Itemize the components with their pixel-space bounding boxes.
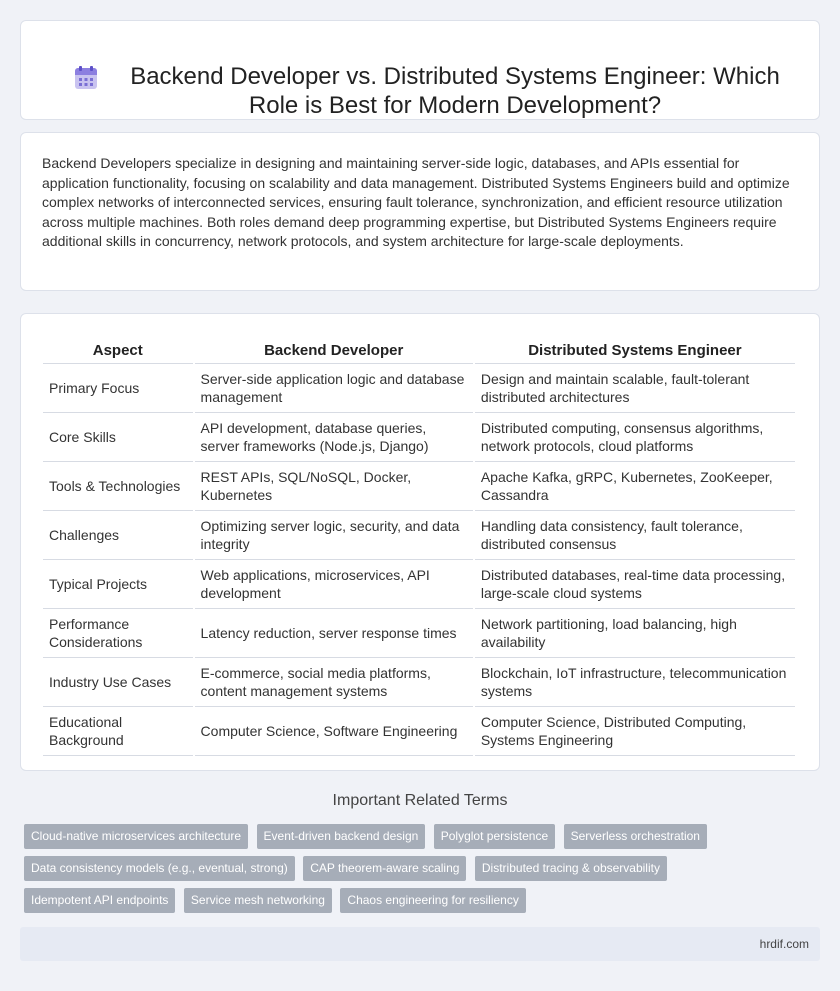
aspect-cell: Educational Background [43,707,193,756]
distributed-cell: Distributed databases, real-time data processing, large-scale cloud systems [475,560,795,609]
aspect-cell: Typical Projects [43,560,193,609]
table-header-row [43,334,795,364]
table-row [43,609,795,658]
related-terms-list [24,824,724,920]
related-term-tag[interactable]: Idempotent API endpoints [24,888,175,913]
aspect-cell: Primary Focus [43,364,193,413]
backend-cell: Latency reduction, server response times [195,609,473,658]
page-title: Backend Developer vs. Distributed Systems Engineer: Which Role is Best for Modern Development? [130,63,780,119]
backend-cell: Computer Science, Software Engineering [195,707,473,756]
distributed-cell: Network partitioning, load balancing, high availability [475,609,795,658]
distributed-cell: Distributed computing, consensus algorithms, network protocols, cloud platforms [475,413,795,462]
backend-cell: Web applications, microservices, API development [195,560,473,609]
column-header: Distributed Systems Engineer [475,334,795,364]
related-term-tag[interactable]: Service mesh networking [184,888,332,913]
distributed-cell: Design and maintain scalable, fault-tolerant distributed architectures [475,364,795,413]
aspect-cell: Challenges [43,511,193,560]
aspect-cell: Industry Use Cases [43,658,193,707]
related-term-tag[interactable]: Distributed tracing & observability [475,856,667,881]
backend-cell: Optimizing server logic, security, and data integrity [195,511,473,560]
comparison-card [20,313,820,771]
distributed-cell: Apache Kafka, gRPC, Kubernetes, ZooKeeper, Cassandra [475,462,795,511]
backend-cell: Server-side application logic and database management [195,364,473,413]
table-row [43,707,795,756]
column-header: Backend Developer [195,334,473,364]
backend-cell: API development, database queries, server frameworks (Node.js, Django) [195,413,473,462]
related-term-tag[interactable]: Chaos engineering for resiliency [340,888,525,913]
table-row [43,364,795,413]
table-row [43,413,795,462]
intro-card [20,132,820,291]
aspect-cell: Tools & Technologies [43,462,193,511]
aspect-cell: Performance Considerations [43,609,193,658]
column-header: Aspect [43,334,193,364]
related-term-tag[interactable]: Event-driven backend design [257,824,426,849]
table-row [43,511,795,560]
table-row [43,462,795,511]
related-terms-heading: Important Related Terms [332,792,508,809]
aspect-cell: Core Skills [43,413,193,462]
related-term-tag[interactable]: CAP theorem-aware scaling [303,856,466,881]
calendar-icon [73,65,99,91]
footer-site-link[interactable]: hrdif.com [759,937,809,951]
distributed-cell: Blockchain, IoT infrastructure, telecommunication systems [475,658,795,707]
footer-bar [20,927,820,961]
related-term-tag[interactable]: Polyglot persistence [434,824,555,849]
related-term-tag[interactable]: Serverless orchestration [564,824,707,849]
distributed-cell: Handling data consistency, fault tolerance, distributed consensus [475,511,795,560]
backend-cell: E-commerce, social media platforms, content management systems [195,658,473,707]
comparison-table [41,334,797,756]
intro-paragraph: Backend Developers specialize in designing and maintaining server-side logic, databases, and APIs essential for application functionality, focusing on scalability and data management. Distributed Systems Engineers build and optimize complex networks of interconnected services, ensuring fault tolerance, synchronization, and efficient resource utilization across multiple machines. Both roles demand deep programming expertise, but Distributed Systems Engineers require additional skills in concurrency, network protocols, and system architecture for large-scale deployments. [42,155,790,249]
related-term-tag[interactable]: Cloud-native microservices architecture [24,824,248,849]
distributed-cell: Computer Science, Distributed Computing, Systems Engineering [475,707,795,756]
backend-cell: REST APIs, SQL/NoSQL, Docker, Kubernetes [195,462,473,511]
related-term-tag[interactable]: Data consistency models (e.g., eventual, strong) [24,856,295,881]
table-row [43,560,795,609]
table-row [43,658,795,707]
title-card [20,20,820,120]
